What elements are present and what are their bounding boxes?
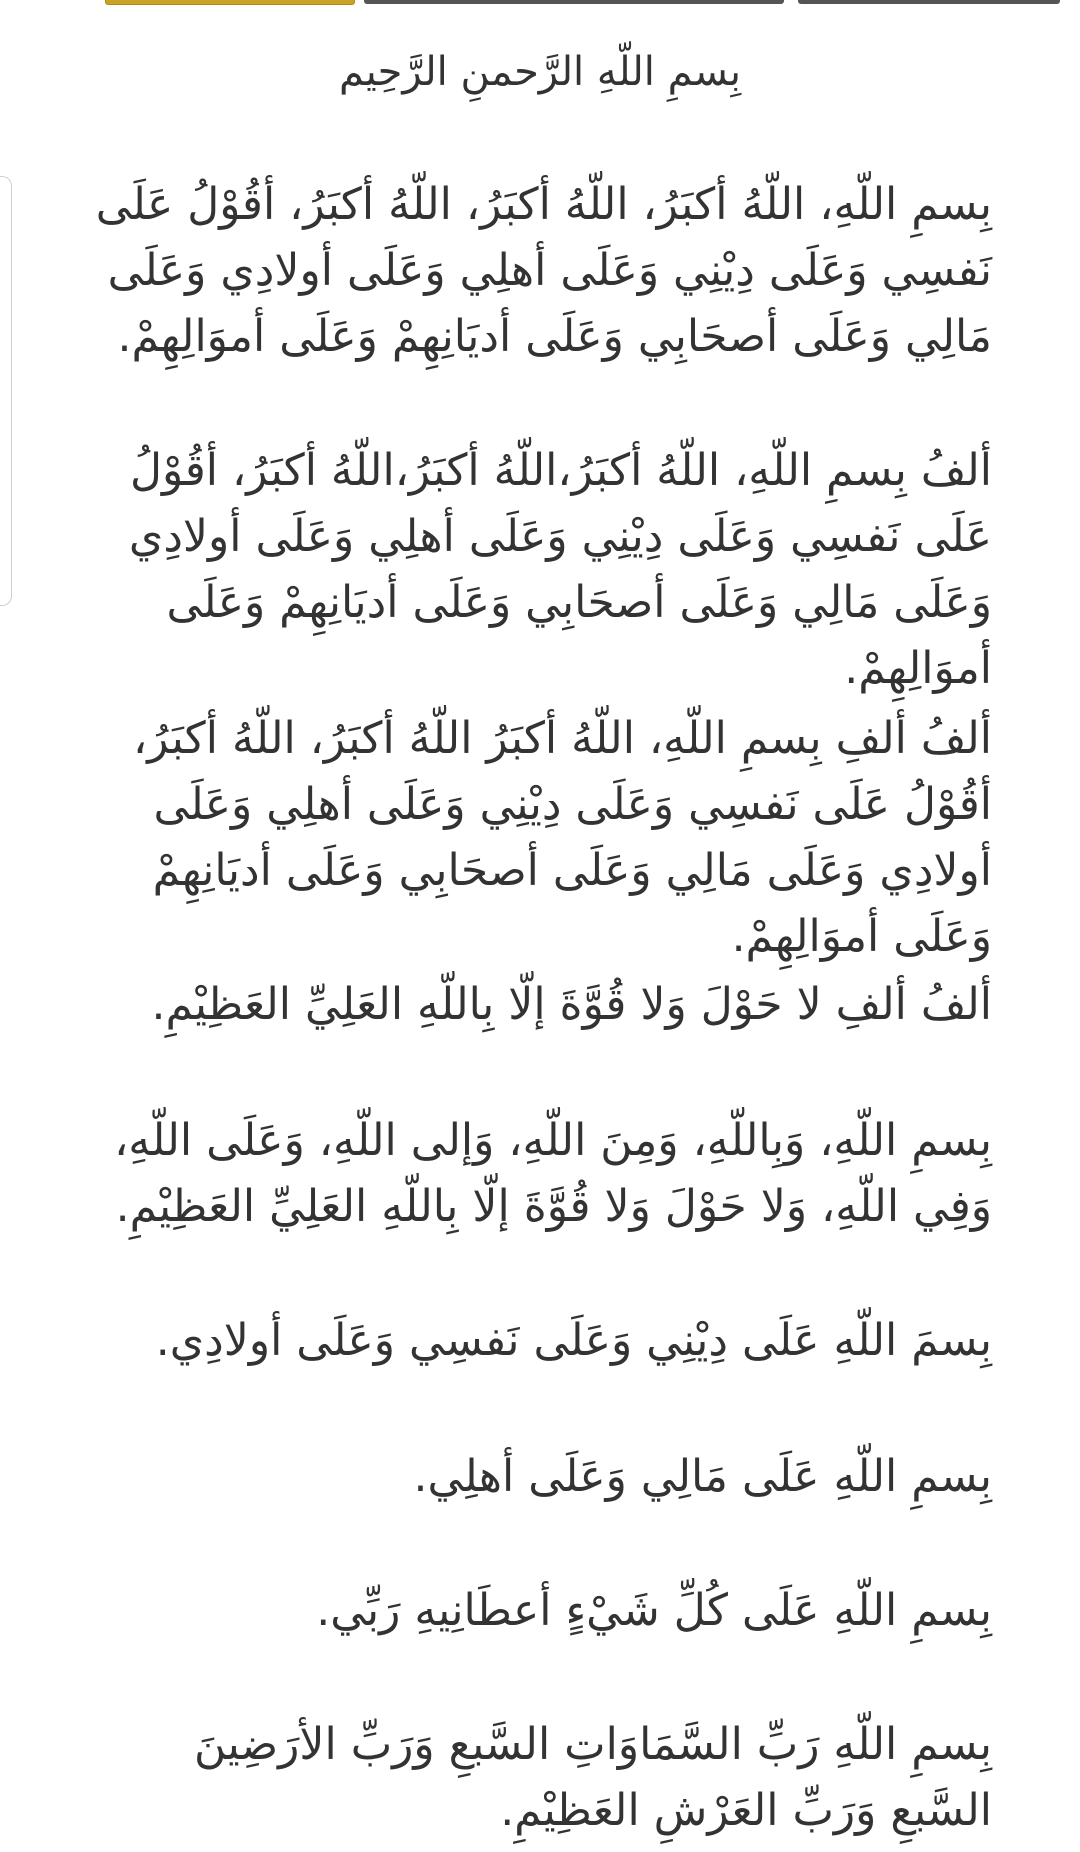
dua-paragraph: بِسمَ اللّهِ عَلَى دِيْنِي وَعَلَى نَفسِي وَعَلَى أولادِي. xyxy=(155,1315,992,1366)
dua-paragraph: بِسمِ اللّهِ، اللّهُ أكبَرُ، اللّهُ أكبَرُ، اللّهُ أكبَرُ، أقُوْلُ عَلَى نَفسِي وَعَلَى دِيْنِي وَعَلَى أهلِي وَعَلَى أولادِي وَعَلَى مَالِي وَعَلَى أصحَابِي وَعَلَى أديَانِهِمْ وَعَلَى أموَالِهِمْ. xyxy=(95,179,992,362)
tab-indicator-2[interactable] xyxy=(364,0,784,4)
tab-indicator-active[interactable] xyxy=(105,0,355,5)
side-panel-edge[interactable] xyxy=(0,176,12,606)
dua-paragraph: ألفُ ألفِ بِسمِ اللّهِ، اللّهُ أكبَرُ اللّهُ أكبَرُ، اللّهُ أكبَرُ، أقُوْلُ عَلَى نَفسِي وَعَلَى دِيْنِي وَعَلَى أهلِي وَعَلَى أولادِي وَعَلَى مَالِي وَعَلَى أصحَابِي وَعَلَى أديَانِهِمْ وَعَلَى أموَالِهِمْ. xyxy=(133,713,992,962)
dua-paragraph: ألفُ بِسمِ اللّهِ، اللّهُ أكبَرُ،اللّهُ أكبَرُ،اللّهُ أكبَرُ، أقُوْلُ عَلَى نَفسِي وَعَلَى دِيْنِي وَعَلَى أهلِي وَعَلَى أولادِي وَعَلَى مَالِي وَعَلَى أصحَابِي وَعَلَى أديَانِهِمْ وَعَلَى أموَالِهِمْ. xyxy=(128,445,992,694)
dua-paragraph: ألفُ ألفِ لا حَوْلَ وَلا قُوَّةَ إلّا بِاللّهِ العَلِيِّ العَظِيْمِ. xyxy=(151,979,992,1030)
page-title: بِسمِ اللّهِ الرَّحمنِ الرَّحِيم xyxy=(338,49,742,95)
dua-paragraph: بِسمِ اللّهِ عَلَى مَالِي وَعَلَى أهلِي. xyxy=(413,1451,992,1502)
dua-paragraph: بِسمِ اللّهِ، وَبِاللّهِ، وَمِنَ اللّهِ، وَإلى اللّهِ، وَعَلَى اللّهِ، وَفِي اللّهِ، وَلا حَوْلَ وَلا قُوَّةَ إلّا بِاللّهِ العَلِيِّ العَظِيْمِ. xyxy=(114,1115,992,1232)
dua-paragraph: بِسمِ اللّهِ رَبِّ السَّمَاوَاتِ السَّبعِ وَرَبِّ الأرَضِينَ السَّبعِ وَرَبِّ العَرْشِ العَظِيْمِ. xyxy=(194,1719,992,1836)
tab-indicator-3[interactable] xyxy=(798,0,1060,4)
tab-bar xyxy=(0,0,1080,6)
dua-paragraph: بِسمِ اللّهِ عَلَى كُلِّ شَيْءٍ أعطَانِيهِ رَبِّي. xyxy=(316,1585,992,1636)
